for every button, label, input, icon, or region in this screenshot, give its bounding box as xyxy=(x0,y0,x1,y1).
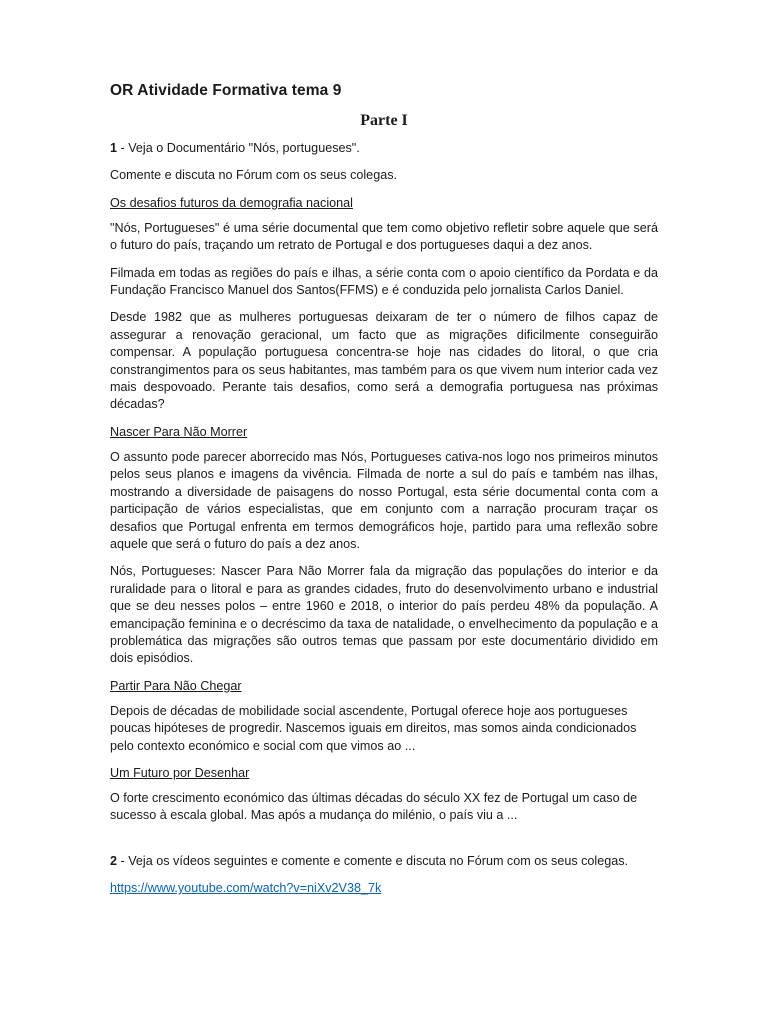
paragraph: "Nós, Portugueses" é uma série documental que tem como objetivo refletir sobre aquele que será o futuro do país, traçando um retrato de Portugal e dos portugueses daqui a dez anos. xyxy=(110,220,658,253)
section-heading-futuro: Um Futuro por Desenhar xyxy=(110,765,250,780)
paragraph: O forte crescimento económico das últimas décadas do século XX fez de Portugal um caso de sucesso à escala global. Mas após a mudança do milénio, o país viu a ... xyxy=(110,790,638,823)
section-heading-demografia: Os desafios futuros da demografia nacional xyxy=(110,195,353,210)
paragraph: Nós, Portugueses: Nascer Para Não Morrer fala da migração das populações do interior e da ruralidade para o litoral e para as grandes cidades, fruto do desenvolvimento urbano e industrial que se deu nesses polos – entre 1960 e 2018, o interior do país perdeu 48% da população. A emancipação feminina e o decréscimo da taxa de natalidade, o envelhecimento da população e a problemática das migrações são outros temas que passam por este documentário dividido em dois episódios. xyxy=(110,564,658,666)
paragraph: Desde 1982 que as mulheres portuguesas deixaram de ter o número de filhos capaz de assegurar a renovação geracional, um facto que as migrações dificilmente conseguirão compensar. A população portuguesa concentra-se hoje nas cidades do litoral, o que cria constrangimentos para os seus habitantes, mas também para os que vivem num interior cada vez mais despovoado. Perante tais desafios, como será a demografia portuguesa nas próximas décadas? xyxy=(110,310,658,412)
spacer xyxy=(110,835,658,853)
section-heading-nascer: Nascer Para Não Morrer xyxy=(110,424,248,439)
paragraph: Filmada em todas as regiões do país e ilhas, a série conta com o apoio científico da Pordata e da Fundação Francisco Manuel dos Santos(FFMS) e é conduzida pelo jornalista Carlos Daniel. xyxy=(110,265,658,298)
section-heading-partir: Partir Para Não Chegar xyxy=(110,678,242,693)
link-line xyxy=(110,880,658,897)
item-1 xyxy=(110,140,658,157)
item-2 xyxy=(110,853,658,870)
paragraph: O assunto pode parecer aborrecido mas Nós, Portugueses cativa-nos logo nos primeiros minutos pelos seus planos e imagens da vivência. Filmada de norte a sul do país e também nas ilhas, mostrando a diversidade de paisagens do nosso Portugal, esta série documental conta com a participação de vários especialistas, que em conjunto com a narração procuram traçar os desafios que Portugal enfrenta em termos demográficos hoje, partido para uma reflexão sobre aquele que será o futuro do país a dez anos. xyxy=(110,449,658,551)
part-heading: Parte I xyxy=(360,112,408,129)
item-1-number: 1 xyxy=(110,141,118,155)
item-2-number: 2 xyxy=(110,853,118,868)
youtube-link[interactable]: https://www.youtube.com/watch?v=niXv2V38_7k xyxy=(110,881,382,896)
intro-text: Comente e discuta no Fórum com os seus colegas. xyxy=(110,168,397,183)
item-2-text: - Veja os vídeos seguintes e comente e comente e discuta no Fórum com os seus colegas. xyxy=(117,853,629,868)
document-title: OR Atividade Formativa tema 9 xyxy=(110,82,342,99)
paragraph: Depois de décadas de mobilidade social ascendente, Portugal oferece hoje aos portugueses poucas hipóteses de progredir. Nascemos iguais em direitos, mas somos ainda condicionados pelo contexto económico e social com que vimos ao ... xyxy=(110,703,637,753)
item-1-text: - Veja o Documentário "Nós, portugueses". xyxy=(117,141,360,155)
